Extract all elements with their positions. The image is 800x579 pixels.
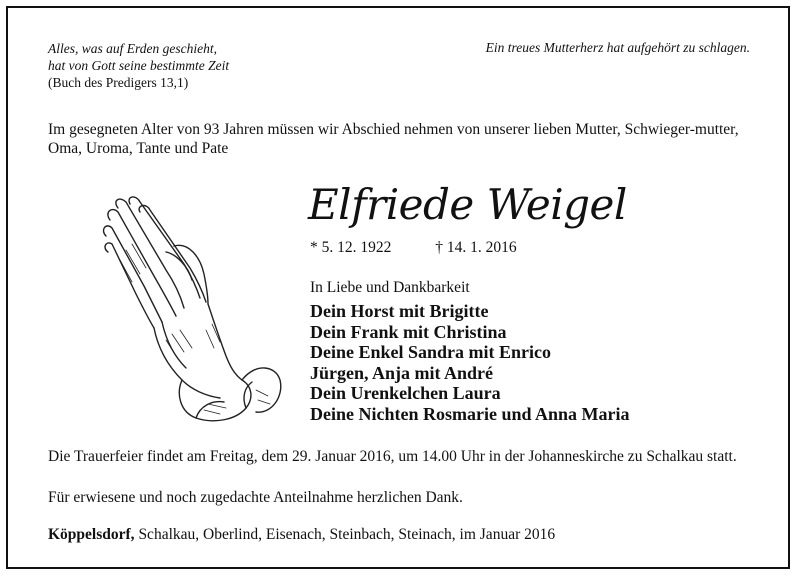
family-member: Dein Horst mit Brigitte <box>310 301 489 321</box>
verse-source: (Buch des Predigers 13,1) <box>48 75 189 90</box>
deceased-name: Elfriede Weigel <box>308 180 627 229</box>
town-name: Köppelsdorf, <box>48 526 135 543</box>
gratitude-text: Für erwiesene und noch zugedachte Anteilnahme herzlichen Dank. <box>48 489 463 506</box>
family-member: Deine Enkel Sandra mit Enrico <box>310 342 552 363</box>
life-dates <box>310 239 517 257</box>
death-date: † 14. 1. 2016 <box>435 239 517 256</box>
praying-hands-icon <box>96 190 286 425</box>
funeral-info: Die Trauerfeier findet am Freitag, dem 29. Januar 2016, um 14.00 Uhr in der Johanneskirche zu Schalkau statt. <box>48 448 737 465</box>
place-date-line <box>48 526 555 544</box>
verse-line-1: Alles, was auf Erden geschieht, <box>48 41 217 56</box>
obituary-notice <box>6 6 790 569</box>
verse-line-2: hat von Gott seine bestimmte Zeit <box>48 58 230 73</box>
motto: Ein treues Mutterherz hat aufgehört zu schlagen. <box>485 40 750 55</box>
family-member: Jürgen, Anja mit André <box>310 362 494 383</box>
intro-text: Im gesegneten Alter von 93 Jahren müssen wir Abschied nehmen von unserer lieben Mutter, Schwieger-mutter, Oma, Uroma, Tante und Pate <box>48 121 739 157</box>
family-list <box>310 301 630 425</box>
family-member: Dein Frank mit Christina <box>310 321 507 342</box>
birth-date: * 5. 12. 1922 <box>310 239 392 256</box>
place-rest: Schalkau, Oberlind, Eisenach, Steinbach, Steinach, im Januar 2016 <box>134 526 556 543</box>
family-member: Dein Urenkelchen Laura <box>310 383 501 404</box>
family-member: Deine Nichten Rosmarie und Anna Maria <box>310 403 630 424</box>
bible-verse <box>48 40 229 91</box>
thanks-line: In Liebe und Dankbarkeit <box>310 279 470 296</box>
